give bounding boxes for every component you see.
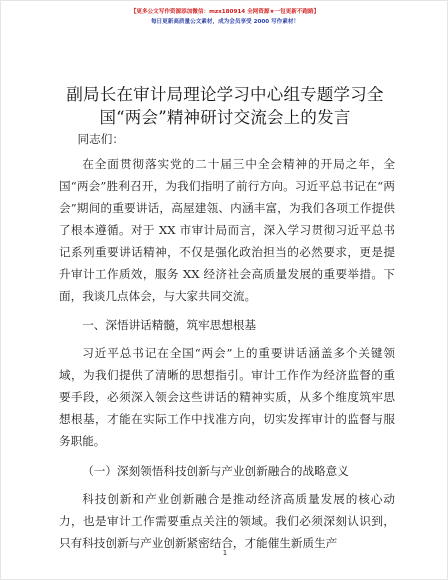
section-heading-1: 一、深悟讲话精髓，筑牢思想根基: [82, 318, 257, 332]
paragraph-3: 科技创新和产业创新融合是推动经济高质量发展的核心动力，也是审计工作需要重点关注的领域。我们必须深刻认识到，只有科技创新与产业创新紧密结合，才能催生新质生产: [59, 492, 395, 550]
promo-banner: [1, 7, 448, 27]
document-title: 副局长在审计局理论学习中心组专题学习全国“两会”精神研讨交流会上的发言: [66, 85, 384, 127]
subsection-heading-1: （一）深刻领悟科技创新与产业创新融合的战略意义: [82, 464, 349, 478]
greeting: 同志们：: [77, 132, 124, 146]
page-number: 1: [222, 549, 228, 557]
promo-banner-line-1: 【更多公文写作资源添加微信：mzx180914 全网资源★一包更新不跑路】: [130, 9, 320, 15]
paragraph-1: 在全面贯彻落实党的二十届三中全会精神的开局之年，全国“两会”胜利召开，为我们指明了前行方向。习近平总书记在“两会”期间的重要讲话，高屋建瓴、内涵丰富，为我们各项工作提供了根本遵循。对于 XX 市审计局而言，深入学习贯彻习近平总书记系列重要讲话精神，不仅是强化政治担当的必然要求，更是提升审计工作质效，服务 XX 经济社会高质量发展的重要举措。下面，我谈几点体会，与大家共同交流。: [59, 157, 395, 303]
document-body: [59, 128, 395, 554]
paragraph-2: 习近平总书记在全国“两会”上的重要讲话涵盖多个关键领域，为我们提供了清晰的思想指引。审计工作作为经济监督的重要手段，必须深入领会这些讲话的精神实质，从多个维度筑牢思想根基，才能在实际工作中找准方向，切实发挥审计的监督与服务职能。: [59, 346, 395, 448]
promo-banner-line-2: 每日更新高质量公文素材，成为会员享受 2000 写作素材！: [150, 19, 300, 25]
